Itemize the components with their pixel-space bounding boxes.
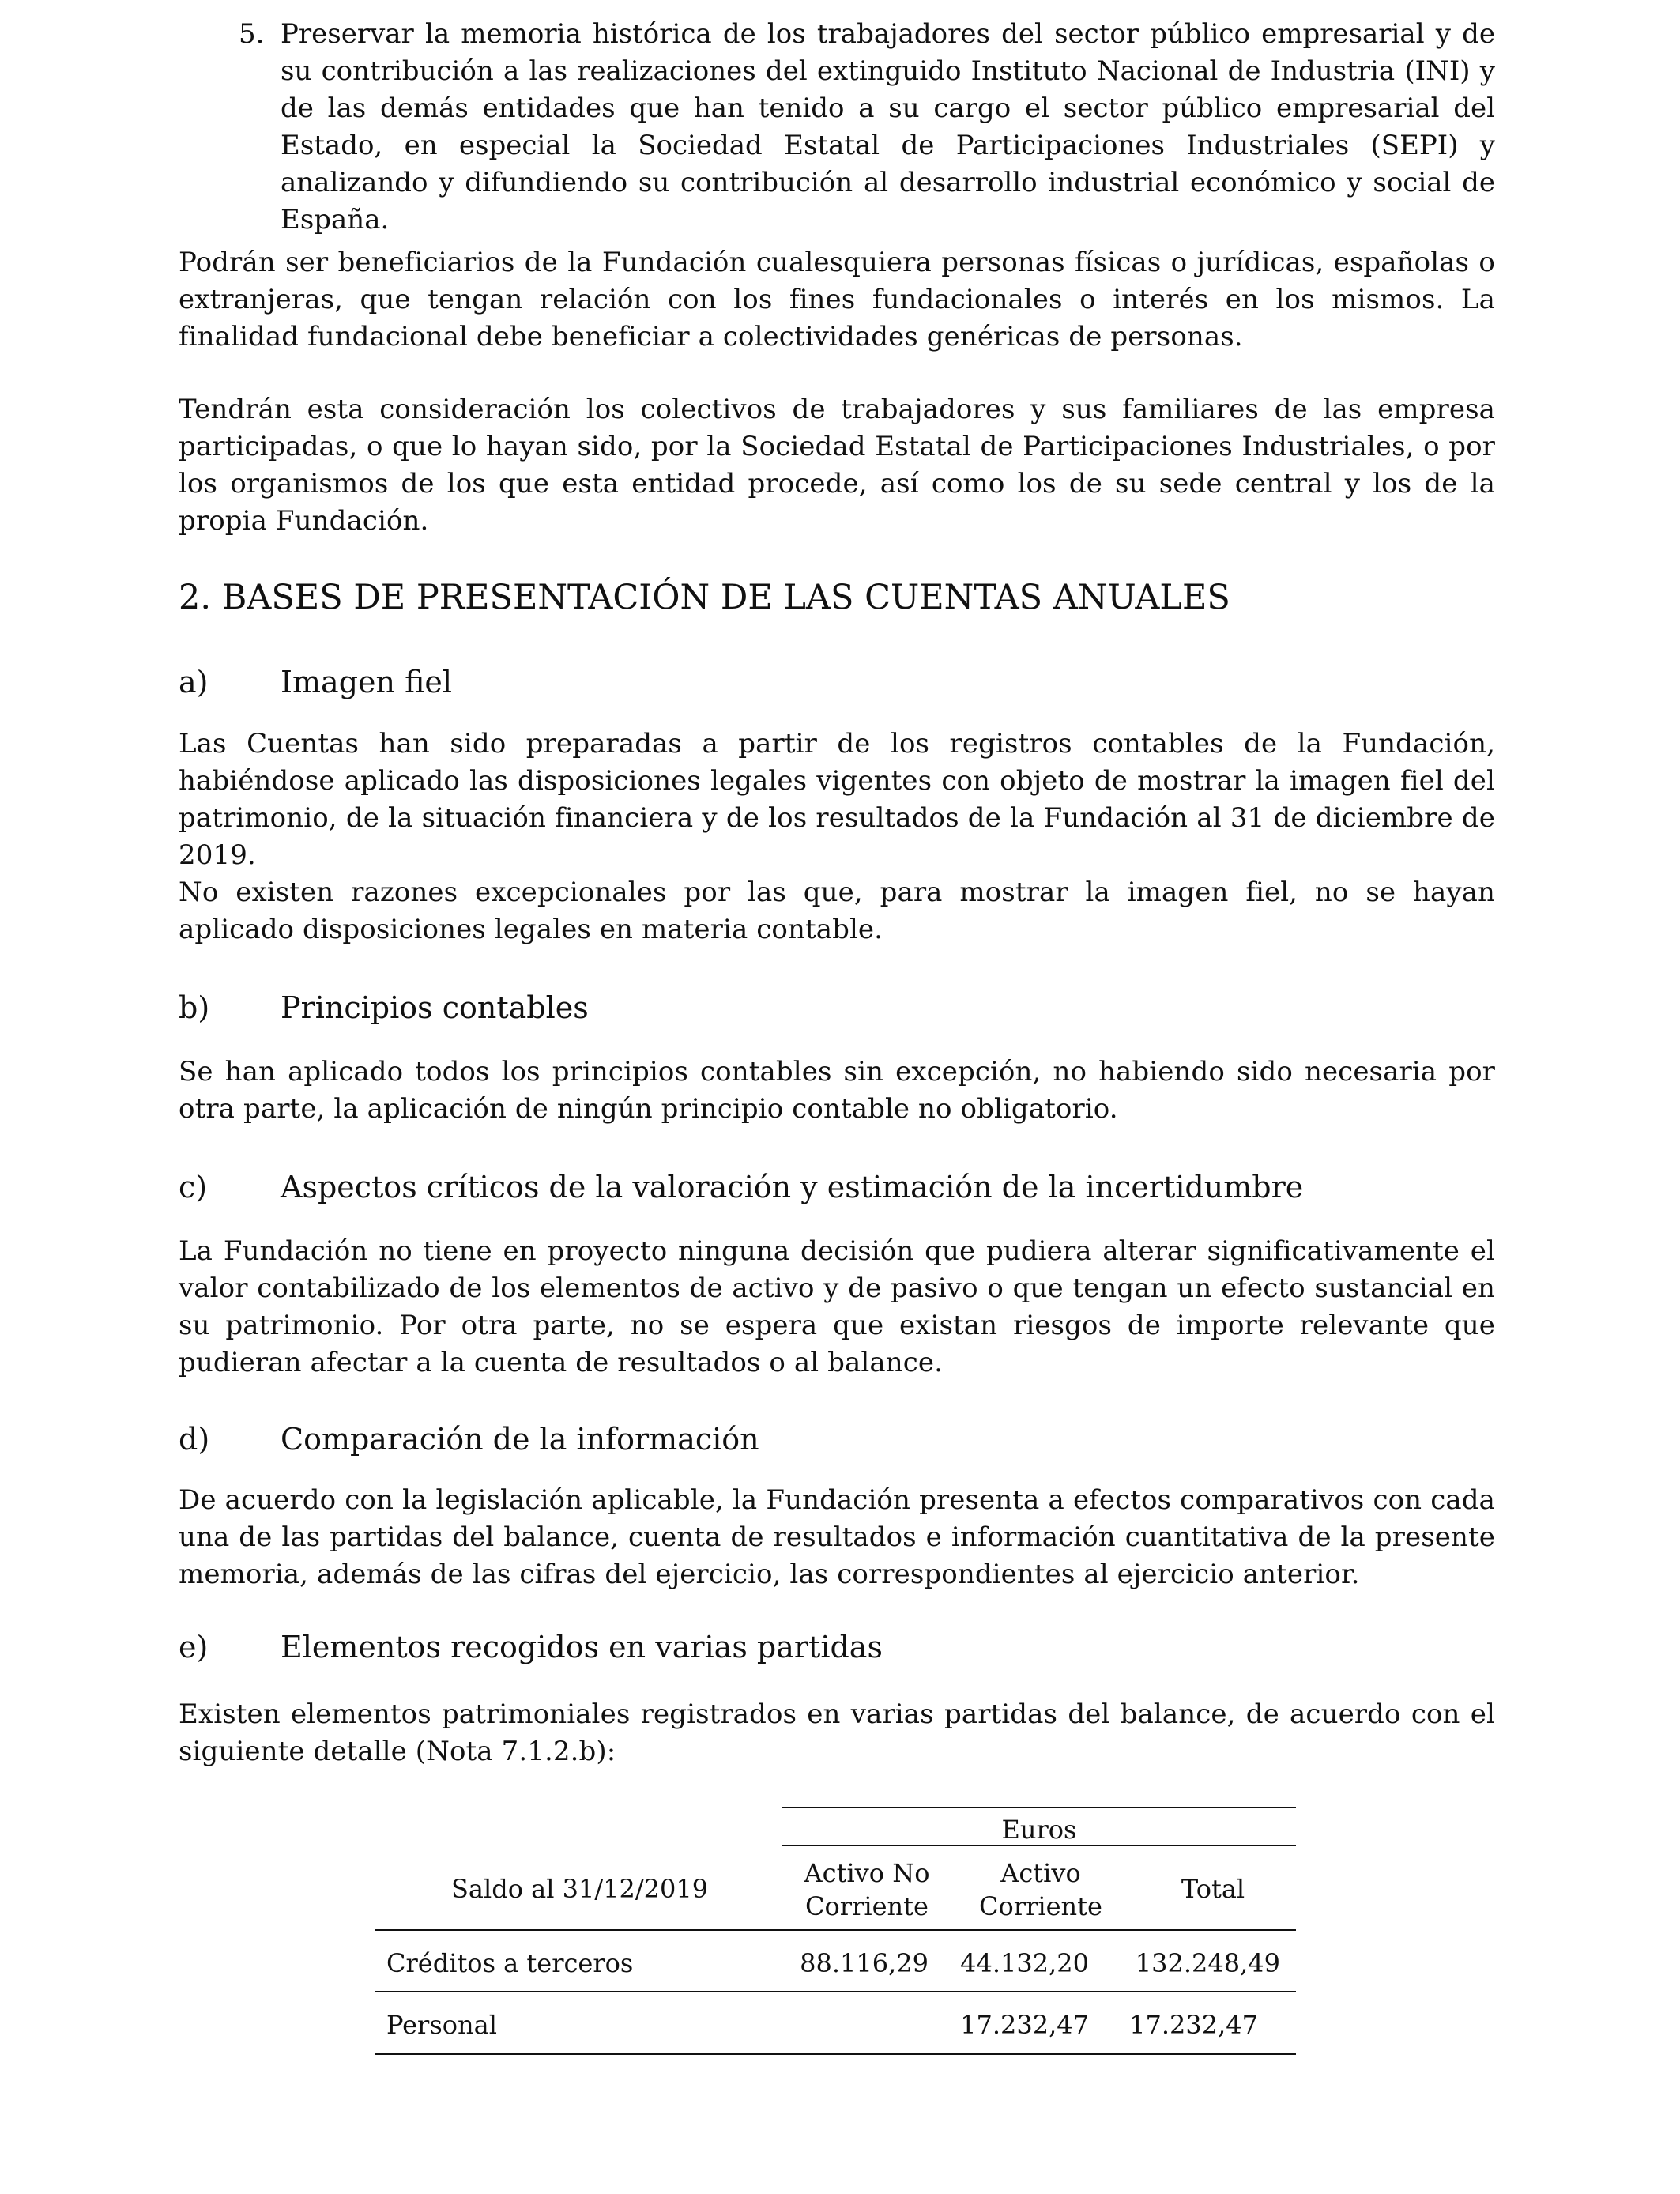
subsection-a-paragraph-1: Las Cuentas han sido preparadas a partir de los registros contables de la Fundación, habiéndose aplicado las disposiciones legales vigentes con objeto de mostrar la imagen fiel del patrimonio, de la situación financiera y de los resultados de la Fundación al 31 de diciembre de 2019. <box>179 728 1495 871</box>
subsection-a-paragraph-2: No existen razones excepcionales por las que, para mostrar la imagen fiel, no se hayan aplicado disposiciones legales en materia contable. <box>179 876 1495 945</box>
list-number: 5. <box>239 18 265 50</box>
table-group-header: Euros <box>1001 1815 1077 1845</box>
subsection-a-letter: a) <box>179 665 209 699</box>
paragraph-consideration: Tendrán esta consideración los colectivos de trabajadores y sus familiares de las empresa participadas, o que lo hayan sido, por la Sociedad Estatal de Participaciones Industriales, o por los organismos de los que esta entidad procede, así como los de su sede central y los de la propia Fundación. <box>179 394 1495 537</box>
column-header-ac-line1: Activo <box>1000 1858 1081 1888</box>
subsection-c-letter: c) <box>179 1170 208 1204</box>
subsection-e-letter: e) <box>179 1630 209 1664</box>
table-rule-group <box>782 1845 1296 1846</box>
column-header-anc-line2: Corriente <box>805 1891 929 1921</box>
subsection-e-title: Elementos recogidos en varias partidas <box>281 1630 883 1664</box>
column-header-anc-line1: Activo No <box>804 1858 930 1888</box>
table-row-2-total: 17.232,47 <box>1129 2010 1258 2040</box>
table-row-1-ac: 44.132,20 <box>960 1948 1089 1978</box>
paragraph-beneficiaries: Podrán ser beneficiarios de la Fundación cualesquiera personas físicas o jurídicas, españolas o extranjeras, que tengan relación con los fines fundacionales o interés en los mismos. La finalidad fundacional debe beneficiar a colectividades genéricas de personas. <box>179 247 1495 352</box>
column-header-total: Total <box>1181 1874 1245 1904</box>
subsection-c-paragraph-1: La Fundación no tiene en proyecto ninguna decisión que pudiera alterar significativamente el valor contabilizado de los elementos de activo y de pasivo o que tengan un efecto sustancial en su patrimonio. Por otra parte, no se espera que existan riesgos de importe relevante que pudieran afectar a la cuenta de resultados o al balance. <box>179 1235 1495 1378</box>
table-rule-header <box>375 1929 1296 1931</box>
table-row-header: Saldo al 31/12/2019 <box>451 1874 709 1904</box>
subsection-b-letter: b) <box>179 990 210 1025</box>
subsection-d-title: Comparación de la información <box>281 1422 759 1457</box>
list-item-text: Preservar la memoria histórica de los trabajadores del sector público empresarial y de su contribución a las realizaciones del extinguido Instituto Nacional de Industria (INI) y de las demás entidades que han tenido a su cargo el sector público empresarial del Estado, en especial la Sociedad Estatal de Participaciones Industriales (SEPI) y analizando y difundiendo su contribución al desarrollo industrial económico y social de España. <box>281 18 1495 236</box>
table-rule-bottom <box>375 2053 1296 2055</box>
subsection-b-title: Principios contables <box>281 990 589 1025</box>
subsection-a-title: Imagen fiel <box>281 665 453 699</box>
table-rule-row-1 <box>375 1991 1296 1992</box>
subsection-c-title: Aspectos críticos de la valoración y estimación de la incertidumbre <box>281 1170 1304 1204</box>
subsection-d-letter: d) <box>179 1422 210 1457</box>
table-row-1-label: Créditos a terceros <box>386 1948 634 1978</box>
column-header-ac-line2: Corriente <box>979 1891 1102 1921</box>
table-row-1-anc: 88.116,29 <box>800 1948 929 1978</box>
table-row-2-label: Personal <box>386 2010 497 2040</box>
section-heading: 2. BASES DE PRESENTACIÓN DE LAS CUENTAS ANUALES <box>179 578 1230 617</box>
table-row-1-total: 132.248,49 <box>1135 1948 1280 1978</box>
table-row-2-ac: 17.232,47 <box>960 2010 1089 2040</box>
subsection-b-paragraph-1: Se han aplicado todos los principios contables sin excepción, no habiendo sido necesaria por otra parte, la aplicación de ningún principio contable no obligatorio. <box>179 1056 1495 1125</box>
table-rule-top <box>782 1807 1296 1808</box>
subsection-d-paragraph-1: De acuerdo con la legislación aplicable, la Fundación presenta a efectos comparativos con cada una de las partidas del balance, cuenta de resultados e información cuantitativa de la presente memoria, además de las cifras del ejercicio, las correspondientes al ejercicio anterior. <box>179 1484 1495 1590</box>
subsection-e-paragraph-1: Existen elementos patrimoniales registrados en varias partidas del balance, de acuerdo con el siguiente detalle (Nota 7.1.2.b): <box>179 1698 1495 1767</box>
